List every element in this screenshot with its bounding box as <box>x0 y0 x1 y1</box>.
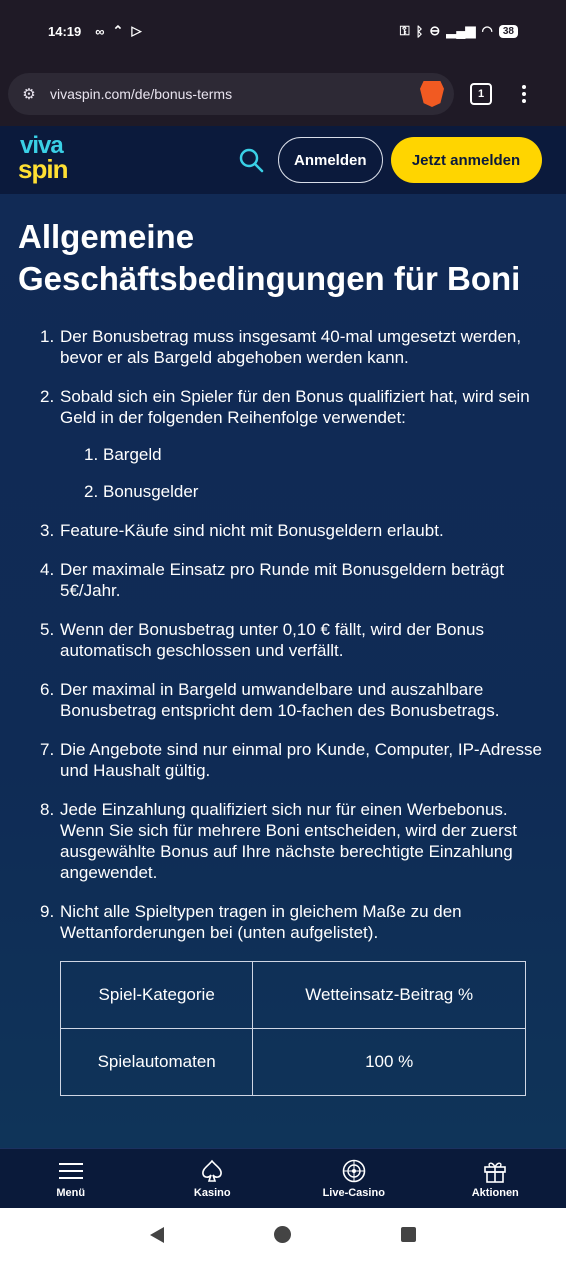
term-number: 1. <box>40 327 55 346</box>
table-row <box>61 1029 526 1096</box>
system-navigation-bar <box>0 1208 566 1261</box>
logo-bottom-text: spin <box>18 154 68 184</box>
term-item <box>18 901 548 943</box>
term-item <box>18 520 548 541</box>
recents-icon[interactable] <box>401 1227 416 1242</box>
sub-term-item <box>60 481 548 502</box>
term-text: Feature-Käufe sind nicht mit Bonusgeldern erlaubt. <box>60 521 444 540</box>
mountain-icon: ⌃ <box>112 23 124 38</box>
spade-icon <box>199 1159 225 1183</box>
term-text: Die Angebote sind nur einmal pro Kunde, Computer, IP-Adresse und Haushalt gültig. <box>60 740 542 780</box>
search-icon[interactable] <box>238 147 264 173</box>
status-bar <box>0 0 566 62</box>
term-number: 4. <box>40 560 55 579</box>
term-text: Der maximal in Bargeld umwandelbare und auszahlbare Bonusbetrag entspricht dem 10-fachen des Bonusbetrags. <box>60 680 500 720</box>
tab-switcher-button[interactable]: 1 <box>470 83 492 105</box>
term-number: 9. <box>40 902 55 921</box>
sub-term-item <box>60 444 548 465</box>
main-content[interactable] <box>0 194 566 1148</box>
term-number: 6. <box>40 680 55 699</box>
sub-terms-list <box>60 444 548 502</box>
table-cell: 100 % <box>253 1029 526 1096</box>
nav-menu-label: Menü <box>56 1186 86 1199</box>
term-item <box>18 619 548 661</box>
term-text: Jede Einzahlung qualifiziert sich nur für einen Werbebonus. Wenn Sie sich für mehrere Boni entscheiden, wird der zuerst ausgewählte Bonus auf Ihre nächste berechtigte Einzahlung angewendet. <box>60 800 518 882</box>
key-icon: ⚿ <box>399 23 410 38</box>
home-icon[interactable] <box>274 1226 291 1243</box>
term-item <box>18 799 548 883</box>
nav-live-casino-label: Live-Casino <box>322 1186 385 1199</box>
nav-promotions-label: Aktionen <box>471 1186 519 1199</box>
site-settings-icon[interactable]: ⚙ <box>22 86 36 103</box>
term-number: 2. <box>40 387 55 406</box>
bluetooth-icon: ᛒ <box>415 23 424 39</box>
nav-casino-label: Kasino <box>193 1186 231 1199</box>
contribution-table <box>60 961 526 1096</box>
term-text: Nicht alle Spieltypen tragen in gleichem Maße zu den Wettanforderungen bei (unten aufgelistet). <box>60 902 462 942</box>
browser-toolbar <box>0 62 566 126</box>
sub-term-text: Bargeld <box>103 445 162 464</box>
term-item <box>18 559 548 601</box>
system-icons <box>400 23 518 39</box>
register-button[interactable]: Jetzt anmelden <box>391 137 542 183</box>
sub-term-text: Bonusgelder <box>103 482 199 501</box>
term-number: 3. <box>40 521 55 540</box>
nav-live-casino[interactable] <box>283 1149 425 1208</box>
url-text[interactable]: vivaspin.com/de/bonus-terms <box>50 86 233 102</box>
table-header-cell: Wetteinsatz-Beitrag % <box>253 962 526 1029</box>
status-time: 14:19 <box>48 23 82 39</box>
table-cell: Spielautomaten <box>61 1029 253 1096</box>
term-number: 5. <box>40 620 55 639</box>
term-item <box>18 679 548 721</box>
incognito-icon: ∞ <box>95 23 105 39</box>
back-icon[interactable] <box>150 1227 164 1243</box>
term-item <box>18 386 548 502</box>
term-text: Der Bonusbetrag muss insgesamt 40-mal umgesetzt werden, bevor er als Bargeld abgehoben werden kann. <box>60 327 522 367</box>
roulette-icon <box>341 1159 367 1183</box>
table-header-cell: Spiel-Kategorie <box>61 962 253 1029</box>
sub-term-number: 1. <box>84 445 99 464</box>
term-text: Wenn der Bonusbetrag unter 0,10 € fällt, wird der Bonus automatisch geschlossen und verfällt. <box>60 620 484 660</box>
page-title: Allgemeine Geschäftsbedingungen für Boni <box>18 218 521 297</box>
bottom-navigation <box>0 1148 566 1208</box>
play-store-icon: ▷ <box>131 23 142 38</box>
table-header-row <box>61 962 526 1029</box>
term-item <box>18 326 548 368</box>
term-text: Der maximale Einsatz pro Runde mit Bonusgeldern beträgt 5€/Jahr. <box>60 560 505 600</box>
notification-icons <box>95 23 141 39</box>
brave-shield-icon[interactable] <box>420 81 444 107</box>
vivaspin-logo[interactable] <box>18 134 106 186</box>
term-number: 7. <box>40 740 55 759</box>
site-header <box>0 126 566 194</box>
gift-icon <box>482 1159 508 1183</box>
browser-menu-icon[interactable] <box>522 85 526 103</box>
dnd-icon: ⊖ <box>429 23 441 38</box>
terms-list <box>18 326 548 943</box>
term-number: 8. <box>40 800 55 819</box>
nav-promotions[interactable] <box>425 1149 566 1208</box>
nav-menu[interactable] <box>0 1149 142 1208</box>
hamburger-icon <box>58 1159 84 1183</box>
term-text: Sobald sich ein Spieler für den Bonus qualifiziert hat, wird sein Geld in der folgenden Reihenfolge verwendet: <box>60 387 530 427</box>
wifi-icon: ◠ <box>481 23 493 38</box>
signal-icon: ▂▄▆ <box>446 23 476 38</box>
address-bar[interactable] <box>8 73 454 115</box>
logo-top-text: viva <box>20 132 63 159</box>
term-item <box>18 739 548 781</box>
nav-casino[interactable] <box>142 1149 284 1208</box>
login-button[interactable]: Anmelden <box>278 137 383 183</box>
sub-term-number: 2. <box>84 482 99 501</box>
battery-icon: 38 <box>499 25 518 38</box>
